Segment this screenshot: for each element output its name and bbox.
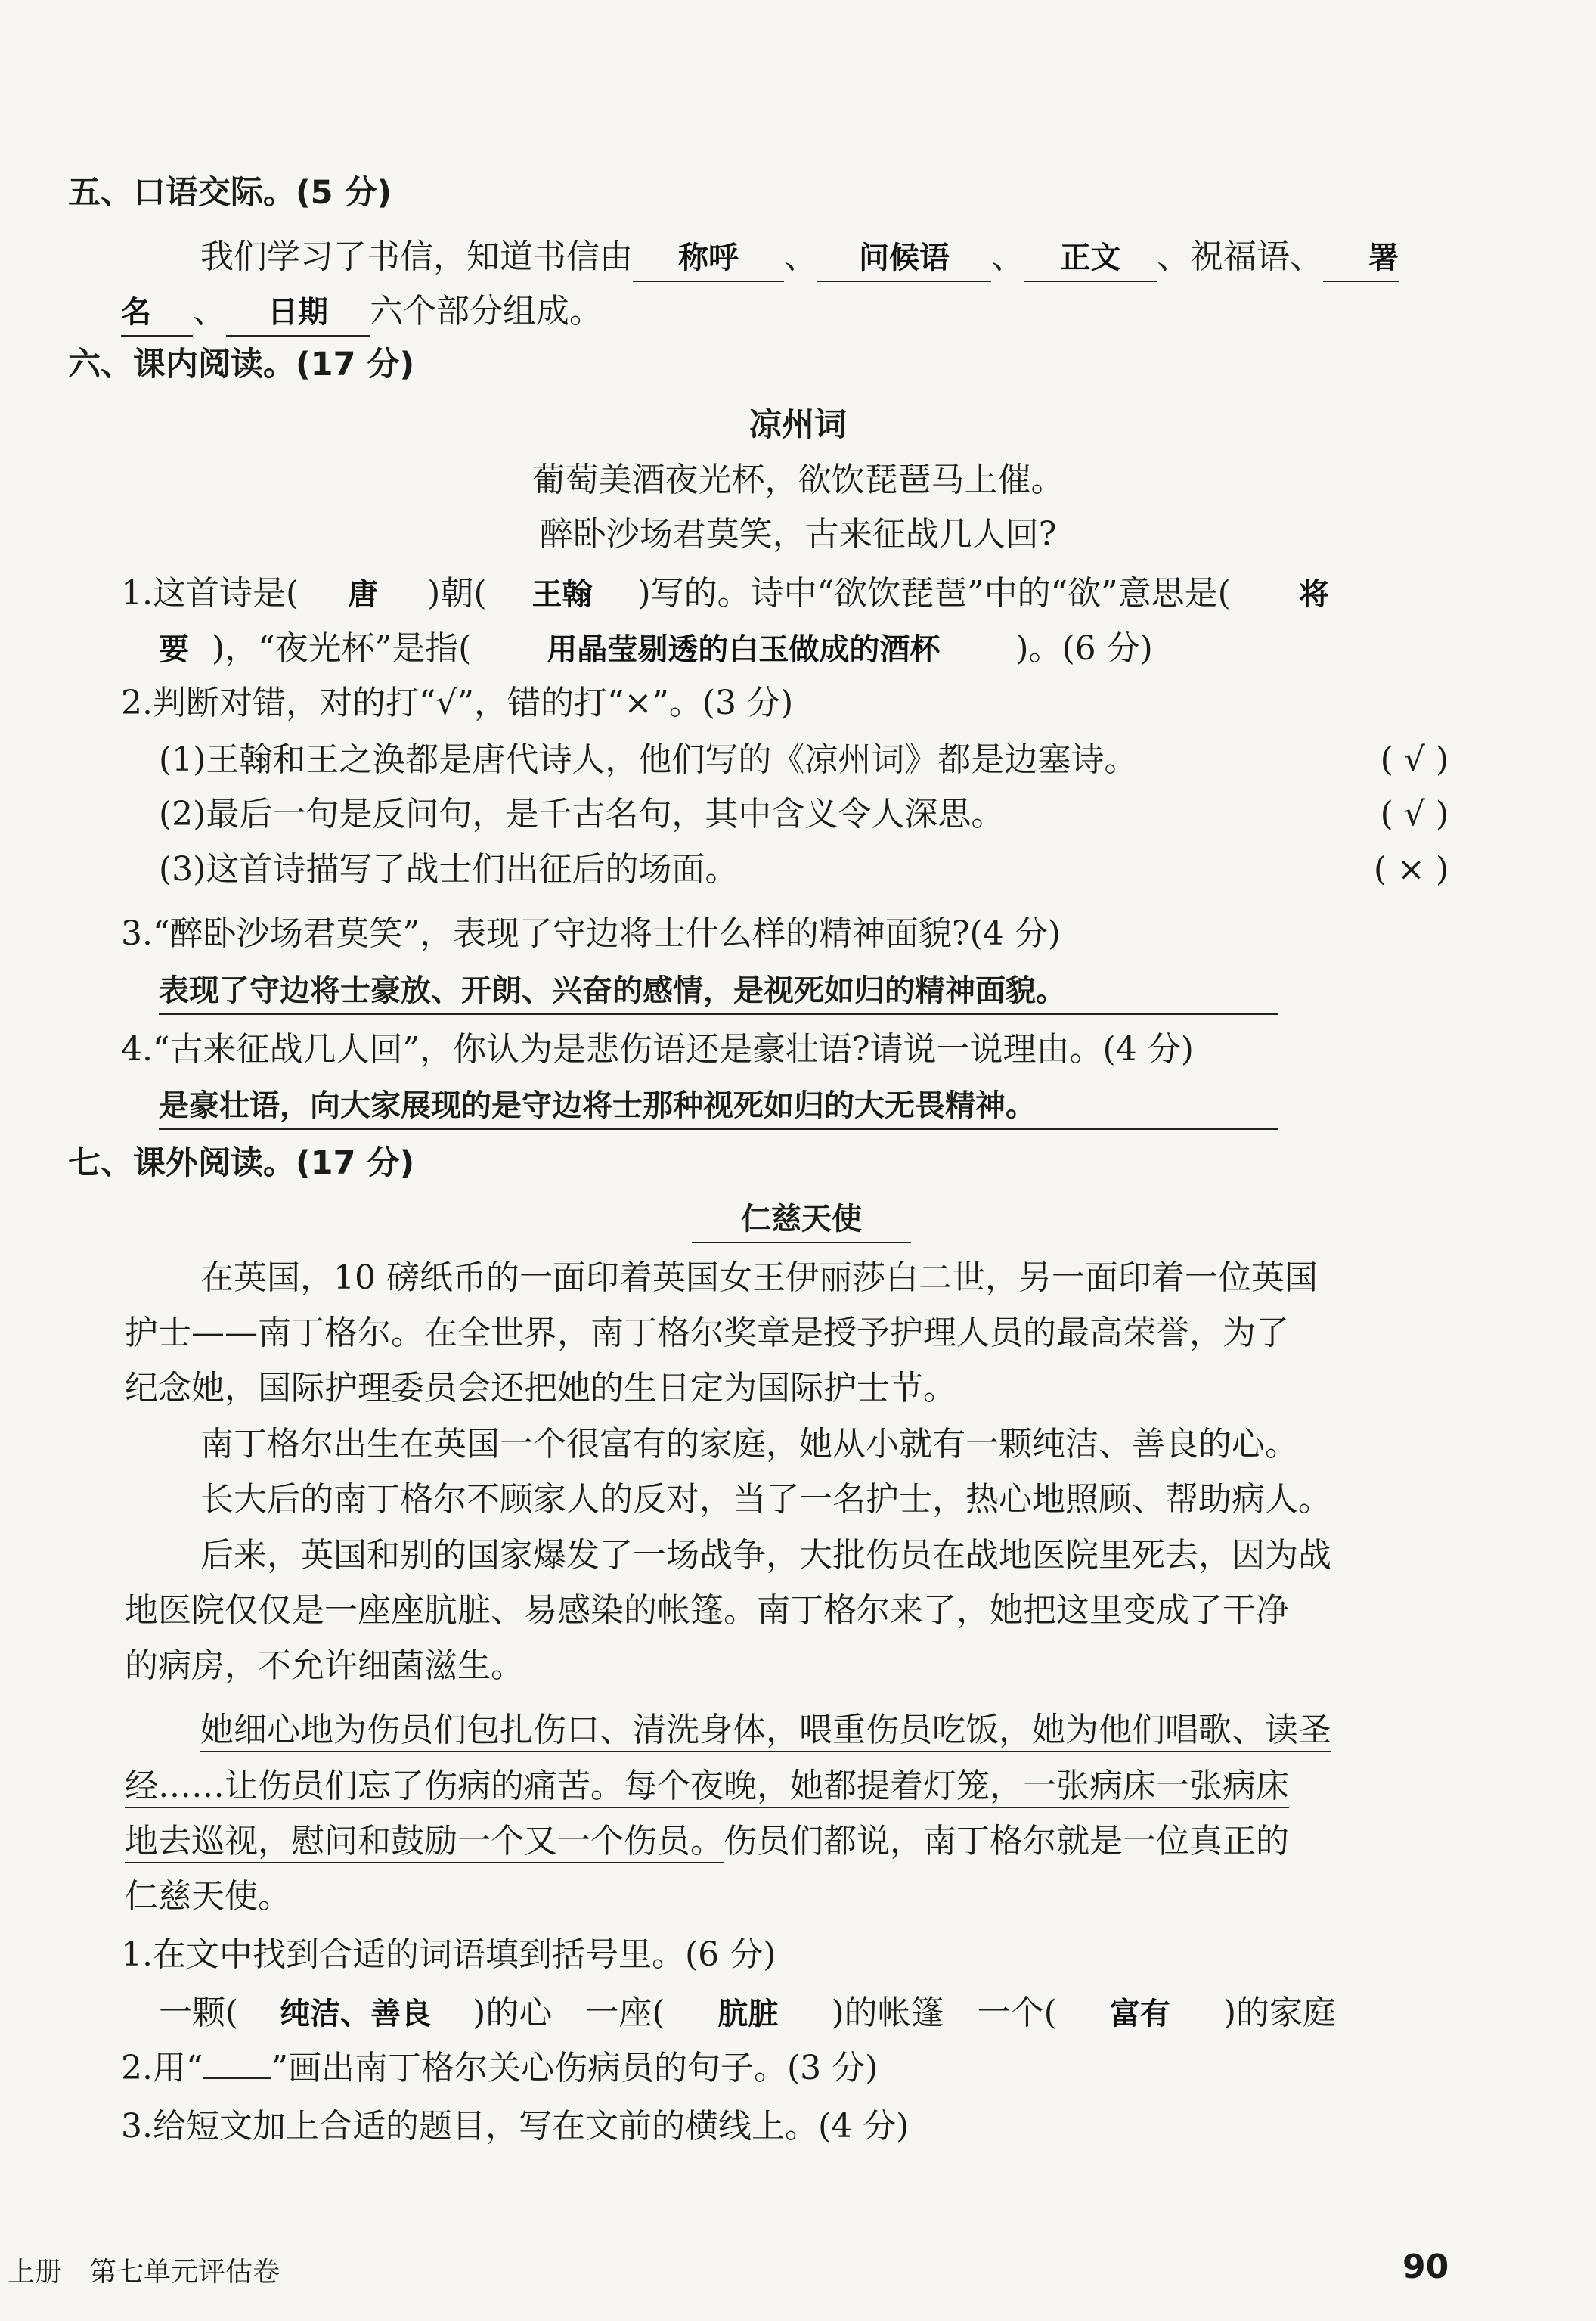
p4-line-3: 的病房，不允许细菌滋生。 [125, 1646, 524, 1685]
s5-text-2: 、祝福语、 [1157, 237, 1323, 276]
s6-q1-answer-meaning-a: 将 [1298, 576, 1329, 612]
s6-q1-text-1: 1.这首诗是( [121, 574, 299, 613]
p5-line-4: 仁慈天使。 [125, 1877, 291, 1916]
s6-q1-text-2: )朝( [427, 574, 487, 613]
p2-line: 南丁格尔出生在英国一个很富有的家庭，她从小就有一颗纯洁、善良的心。 [200, 1425, 1298, 1463]
s7-q1-answer-1: 纯洁、善良 [280, 1996, 432, 2031]
s5-text-3: 六个部分组成。 [370, 292, 603, 330]
p5-underlined-2: 经……让伤员们忘了伤病的痛苦。 [125, 1767, 624, 1808]
s5-answer-4a: 署 [1323, 235, 1399, 282]
section-5-heading: 五、口语交际。(5 分) [68, 174, 392, 212]
p5-underlined-3: 每个夜晚，她都提着灯笼，一张病床一张病床 [624, 1767, 1289, 1808]
s7-q2-prompt [121, 2046, 878, 2091]
s7-q1-answer-2: 肮脏 [717, 1996, 779, 2031]
s6-q1-text-3: )写的。诗中“欲饮琵琶”中的“欲”意思是( [637, 574, 1231, 613]
s6-q1-answer-author: 王翰 [531, 576, 593, 612]
s5-answer-4b: 名 [121, 290, 193, 337]
s7-q1-answer-3: 富有 [1109, 1996, 1170, 2031]
page-number: 90 [1402, 2248, 1449, 2286]
s5-answer-1: 称呼 [633, 235, 784, 282]
p1-line-3: 纪念她，国际护理委员会还把她的生日定为国际护士节。 [125, 1369, 956, 1407]
section-7-heading: 七、课外阅读。(17 分) [68, 1144, 415, 1182]
s7-q1-prompt: 1.在文中找到合适的词语填到括号里。(6 分) [121, 1935, 776, 1974]
s5-answer-5: 日期 [226, 290, 370, 337]
s6-q4-prompt: 4.“古来征战几人回”，你认为是悲伤语还是豪壮语?请说一说理由。(4 分) [121, 1030, 1194, 1069]
footer-label: 上册 第七单元评估卷 [8, 2257, 280, 2288]
p5-line-3 [125, 1819, 1289, 1864]
s6-q2-mark-1: ( √ ) [1380, 740, 1449, 779]
s6-q2-item-1: (1)王翰和王之涣都是唐代诗人，他们写的《凉州词》都是边塞诗。 [159, 740, 1138, 779]
p1-line-1: 在英国，10 磅纸币的一面印着英国女王伊丽莎白二世，另一面印着一位英国 [200, 1258, 1318, 1297]
p5-line-2 [125, 1764, 1289, 1809]
underline-sample [203, 2047, 271, 2079]
s5-text-1: 我们学习了书信，知道书信由 [200, 237, 633, 276]
s6-q2-item-2: (2)最后一句是反问句，是千古名句，其中含义令人深思。 [159, 795, 1005, 833]
p5-underlined-1: 她细心地为伤员们包扎伤口、清洗身体，喂重伤员吃饭，她为他们唱歌、读圣 [200, 1711, 1331, 1752]
s7-q1-text-2: )的心 一座( [473, 1994, 665, 2032]
s6-q2-item-3: (3)这首诗描写了战士们出征后的场面。 [159, 850, 739, 889]
s7-q2-text-1: 2.用“ [121, 2049, 203, 2087]
s5-sep-2: 、 [991, 237, 1024, 276]
article-title: 仁慈天使 [692, 1196, 911, 1243]
s7-q1-text-3: )的帐篷 一个( [831, 1994, 1057, 2032]
s6-q1-answer-cup: 用晶莹剔透的白玉做成的酒杯 [547, 631, 941, 667]
s6-q4-answer: 是豪壮语，向大家展现的是守边将士那种视死如归的大无畏精神。 [159, 1083, 1278, 1130]
p4-line-1: 后来，英国和别的国家爆发了一场战争，大批伤员在战地医院里死去，因为战 [200, 1536, 1331, 1575]
p4-line-2: 地医院仅仅是一座座肮脏、易感染的帐篷。南丁格尔来了，她把这里变成了干净 [125, 1591, 1289, 1630]
s6-q3-answer: 表现了守边将士豪放、开朗、兴奋的感情，是视死如归的精神面貌。 [159, 968, 1278, 1015]
s5-answer-3: 正文 [1024, 235, 1157, 282]
poem-line-1: 葡萄美酒夜光杯，欲饮琵琶马上催。 [531, 461, 1065, 499]
s6-q2-mark-2: ( √ ) [1380, 795, 1449, 833]
s6-q1-text-4: )，“夜光杯”是指( [212, 629, 472, 668]
s6-q1-line-2 [159, 626, 1153, 672]
s6-q2-mark-3: ( × ) [1373, 850, 1449, 889]
s5-line-1 [200, 234, 1399, 282]
p5-line-1 [200, 1708, 1331, 1753]
poem-title: 凉州词 [749, 406, 847, 444]
s6-q3-prompt: 3.“醉卧沙场君莫笑”，表现了守边将士什么样的精神面貌?(4 分) [121, 914, 1061, 953]
p3-line: 长大后的南丁格尔不顾家人的反对，当了一名护士，热心地照顾、帮助病人。 [200, 1480, 1331, 1519]
s7-q3-prompt: 3.给短文加上合适的题目，写在文前的横线上。(4 分) [121, 2107, 910, 2146]
p5-text-3b: 伤员们都说，南丁格尔就是一位真正的 [724, 1822, 1289, 1860]
s7-q1-text-1: 一颗( [159, 1994, 239, 2032]
s7-q1-answers [159, 1991, 1336, 2037]
poem-line-2: 醉卧沙场君莫笑，古来征战几人回? [539, 515, 1057, 554]
p1-line-2: 护士——南丁格尔。在全世界，南丁格尔奖章是授予护理人员的最高荣誉，为了 [125, 1314, 1289, 1352]
s6-q1-answer-meaning-b: 要 [159, 631, 189, 667]
s7-q2-text-2: ”画出南丁格尔关心伤病员的句子。(3 分) [271, 2049, 879, 2087]
s6-q2-prompt: 2.判断对错，对的打“√”，错的打“×”。(3 分) [121, 684, 794, 722]
s5-sep-3: 、 [193, 292, 226, 330]
s5-sep-1: 、 [784, 237, 817, 276]
s7-q1-text-4: )的家庭 [1223, 1994, 1337, 2032]
section-6-heading: 六、课内阅读。(17 分) [68, 346, 415, 383]
s5-answer-2: 问候语 [817, 235, 991, 282]
s6-q1-text-5: )。(6 分) [1015, 629, 1153, 668]
s5-line-2 [121, 289, 603, 337]
s6-q1-answer-dynasty: 唐 [348, 576, 379, 612]
s6-q1-line-1 [121, 571, 1329, 617]
p5-underlined-4: 地去巡视，慰问和鼓励一个又一个伤员。 [125, 1822, 724, 1863]
